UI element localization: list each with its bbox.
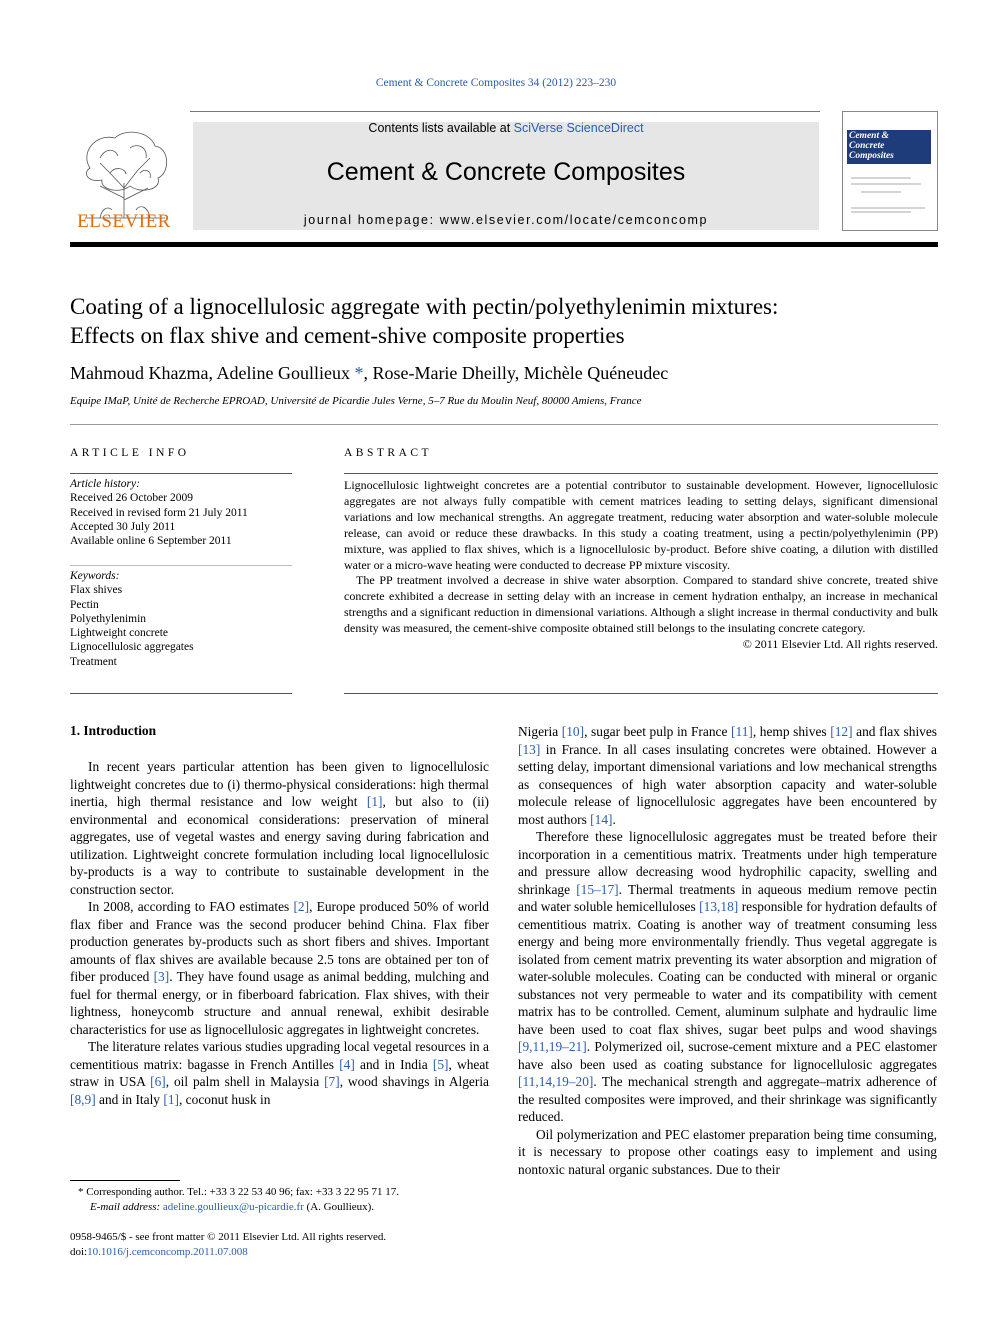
text: responsible for hydration defaults of cementitious matrix. Coating is another way of treatment consuming less energy and being more environmentally friendly. Thus vegetal aggregate is isolated from cement matrix preventing its water absorption and migration of water-soluble molecules. Coating can be conducted with mineral or organic substances not very permeable to water and its compatibility with cement matrix has to be controlled. Cement, aluminum sulphate and hydraulic lime have been used to coat flax shives, sugar beet pulps and wood shavings xyxy=(518,899,937,1037)
article-info-heading: ARTICLE INFO xyxy=(70,447,190,459)
issn-line: 0958-9465/$ - see front matter © 2011 Elsevier Ltd. All rights reserved. xyxy=(70,1231,387,1243)
front-matter-info xyxy=(70,1230,489,1259)
text: In recent years particular attention has been given to lignocellulosic lightweight concretes due to (i) thermo-physical considerations: high thermal inertia, high thermal resistance and low weight xyxy=(70,759,489,809)
title-line-1: Coating of a lignocellulosic aggregate with pectin/polyethylenimin mixtures: xyxy=(70,294,779,319)
keyword: Pectin xyxy=(70,598,99,611)
header-bottom-rule xyxy=(70,242,938,247)
corresponding-author-footnote xyxy=(70,1185,489,1215)
homepage-url-link[interactable]: www.elsevier.com/locate/cemconcomp xyxy=(439,213,709,227)
divider xyxy=(70,424,938,425)
citation-link[interactable]: [13] xyxy=(518,741,541,757)
text: , sugar beet pulp in France xyxy=(584,724,732,739)
cover-title-line: Cement & xyxy=(849,131,889,141)
journal-homepage xyxy=(193,213,819,227)
abstract-paragraph: The PP treatment involved a decrease in shive water absorption. Compared to standard shive concrete, treated shive concrete exhibited a decrease in setting delay with an increase in cement hydration enthalpy, an increase in mechanical strengths and a significant reduction in dimensional variations. Although a slight increase in thermal conductivity and bulk density was measured, the cement-shive composite obtained still belongs to the insulating concrete category. xyxy=(344,573,938,636)
text: , wheat straw in USA xyxy=(70,1056,490,1089)
text: and in Italy xyxy=(95,1091,164,1107)
text: , wood shavings in Algeria xyxy=(339,1074,489,1089)
text: Nigeria xyxy=(518,724,562,739)
citation-link[interactable]: [11] xyxy=(731,724,753,739)
body-column-right xyxy=(518,723,937,1178)
citation-link[interactable]: [9,11,19–21] xyxy=(518,1039,587,1054)
text: . Polymerized oil, sucrose-cement mixture and a PEC elastomer have also been used as coating substance for lignocellulosic aggregates xyxy=(518,1039,937,1072)
doi-line xyxy=(70,1245,489,1260)
cover-text-lines xyxy=(851,172,929,222)
abstract-heading: ABSTRACT xyxy=(344,447,433,459)
citation-link[interactable]: [4] xyxy=(339,1056,355,1072)
cover-title-line: Concrete xyxy=(849,141,885,151)
citation-link[interactable]: [8,9] xyxy=(70,1091,96,1107)
keyword: Lignocellulosic aggregates xyxy=(70,641,194,654)
citation-link[interactable]: [7] xyxy=(324,1074,340,1089)
text: Oil polymerization and PEC elastomer preparation being time consuming, it is necessary to propose other coatings easy to implement and using nontoxic natural organic substances. Due to their xyxy=(518,1126,937,1177)
section-heading: 1. Introduction xyxy=(70,723,157,738)
email-suffix: (A. Goullieux). xyxy=(303,1201,375,1213)
divider xyxy=(70,693,292,694)
citation-link[interactable]: [10] xyxy=(561,724,585,739)
keyword: Polyethylenimin xyxy=(70,612,147,625)
keyword: Treatment xyxy=(70,655,117,668)
authors-rest: , Rose-Marie Dheilly, Michèle Quéneudec xyxy=(363,363,669,383)
header-top-rule xyxy=(190,111,820,112)
citation-link[interactable]: [1] xyxy=(163,1091,179,1107)
keyword: Flax shives xyxy=(70,584,123,597)
running-head[interactable]: Cement & Concrete Composites 34 (2012) 223–230 xyxy=(375,77,617,89)
text: . They have found usage as animal bedding, mulching and fuel for thermal energy, or in fiberboard fabrication. Flax shives, with their lightness, honeycomb structure and annual renewal, exhibit desirable characteristics for use as lignocellulosic aggregates in lightweight concretes. xyxy=(70,969,489,1037)
authors-first: Mahmoud Khazma, Adeline Goullieux xyxy=(70,363,350,383)
text: . The mechanical strength and aggregate–matrix adherence of the resulted composites were improved, and their shrinkage was significantly reduced. xyxy=(518,1074,937,1124)
article-history xyxy=(70,477,292,548)
text: and flax shives xyxy=(852,724,938,739)
text: The literature relates various studies upgrading local vegetal resources in a cementitious matrix: bagasse in French Antilles xyxy=(70,1039,489,1072)
text: In 2008, according to FAO estimates xyxy=(88,899,294,914)
title-line-2: Effects on flax shive and cement-shive composite properties xyxy=(70,323,625,348)
elsevier-wordmark: ELSEVIER xyxy=(77,211,171,232)
body-column-left xyxy=(70,758,489,1108)
divider xyxy=(344,473,938,474)
text: . xyxy=(612,811,616,827)
author-list xyxy=(70,363,938,384)
journal-cover-thumbnail[interactable] xyxy=(842,111,938,231)
doi-label: doi: xyxy=(70,1245,88,1258)
text: in France. In all cases insulating concretes were obtained. However a setting delay, important dimensional variations and low mechanical strengths as consequences of high water absorption capacity and water-soluble molecule release of lignocellulosic aggregates have been encountered by most authors xyxy=(518,741,937,827)
body-paragraph xyxy=(70,758,489,898)
copyright: © 2011 Elsevier Ltd. All rights reserved. xyxy=(742,637,938,652)
body-paragraph xyxy=(518,723,937,828)
body-paragraph xyxy=(518,828,937,1126)
homepage-prefix: journal homepage: xyxy=(303,213,440,227)
contents-prefix: Contents lists available at xyxy=(368,121,514,135)
text: Therefore these lignocellulosic aggregates must be treated before their incorporation in a cementitious matrix. Treatments under high temperature and pressure allow decreasing wood hydrophilic capacity, swelling and shrinkage xyxy=(518,829,937,897)
article-title xyxy=(70,292,938,350)
email-link[interactable]: adeline.goullieux@u-picardie.fr xyxy=(162,1201,304,1213)
text: , coconut husk in xyxy=(178,1091,271,1107)
citation-link[interactable]: [15–17] xyxy=(576,881,619,897)
footnote-rule xyxy=(70,1180,180,1181)
abstract-body xyxy=(344,478,938,653)
footnote-contact: * Corresponding author. Tel.: +33 3 22 53 40 96; fax: +33 3 22 95 71 17. xyxy=(78,1186,399,1198)
divider xyxy=(70,565,292,566)
cover-title-line: Composites xyxy=(849,151,894,161)
text: , oil palm shell in Malaysia xyxy=(165,1074,325,1089)
email-label: E-mail address: xyxy=(90,1201,163,1213)
citation-link[interactable]: [3] xyxy=(153,969,170,984)
history-label: Article history: xyxy=(70,478,140,490)
body-paragraph xyxy=(70,1038,489,1108)
citation-link[interactable]: [2] xyxy=(293,899,310,914)
affiliation: Equipe IMaP, Unité de Recherche EPROAD, Université de Picardie Jules Verne, 5–7 Rue du Moulin Neuf, 80000 Amiens, France xyxy=(70,395,642,407)
citation-link[interactable]: [12] xyxy=(830,724,853,739)
citation-link[interactable]: [11,14,19–20] xyxy=(518,1074,594,1089)
keyword: Lightweight concrete xyxy=(70,627,169,640)
corresponding-author-mark[interactable]: * xyxy=(354,363,364,383)
citation-link[interactable]: [13,18] xyxy=(699,899,739,914)
citation-link[interactable]: [1] xyxy=(366,794,383,809)
sciencedirect-link[interactable]: SciVerse ScienceDirect xyxy=(513,121,644,135)
journal-name: Cement & Concrete Composites xyxy=(326,158,686,186)
text: , hemp shives xyxy=(752,724,831,739)
text: . Thermal treatments in aqueous medium remove pectin and water soluble hemicelluloses xyxy=(518,881,937,914)
body-paragraph xyxy=(70,898,489,1038)
citation-link[interactable]: [6] xyxy=(150,1074,166,1089)
abstract-paragraph: Lignocellulosic lightweight concretes are a potential contributor to sustainable development. However, lignocellulosic aggregates are not always fully compatible with cement matrices leading to setting delays, significant dimensional variations and low mechanical strengths. An aggregate treatment, reducing water absorption and water-soluble molecule release, can avoid or reduce these drawbacks. In this study a coating treatment, using a pectin/polyethylenimin (PP) mixture, was applied to flax shives, which is a lignocellulosic by-product. Before shive coating, a dilution with distilled water or a micro-wave heating were conducted to decrease PP mixture viscosity. xyxy=(344,478,938,572)
history-item: Received 26 October 2009 xyxy=(70,492,193,505)
history-item: Received in revised form 21 July 2011 xyxy=(70,506,248,519)
citation-link[interactable]: [5] xyxy=(432,1056,449,1072)
text: and in India xyxy=(354,1056,433,1072)
keywords xyxy=(70,569,292,669)
divider xyxy=(70,473,292,474)
contents-line xyxy=(193,121,819,135)
keywords-label: Keywords: xyxy=(70,570,120,582)
citation-link[interactable]: [14] xyxy=(590,811,613,827)
history-item: Available online 6 September 2011 xyxy=(70,535,232,548)
divider xyxy=(344,693,938,694)
cover-title xyxy=(849,131,894,161)
text: , but also to (ii) environmental and economical considerations: preservation of mineral aggregates, use of vegetal wastes and energy saving during fabrication and utilization. Lightweight concrete formulation including local lignocellulosic by-products is a way to contribute to sustainable development in the construction sector. xyxy=(70,794,489,897)
body-paragraph xyxy=(518,1126,937,1179)
history-item: Accepted 30 July 2011 xyxy=(70,520,176,533)
text: , Europe produced 50% of world flax fiber and France was the second producer behind China. Flax fiber production generates by-products such as short fibers and shives. Important amounts of flax shives are available because 2.5 tons are obtained per ton of fiber produced xyxy=(70,899,489,984)
footnote-email-line xyxy=(70,1200,489,1215)
doi-link[interactable]: 10.1016/j.cemconcomp.2011.07.008 xyxy=(87,1245,248,1258)
